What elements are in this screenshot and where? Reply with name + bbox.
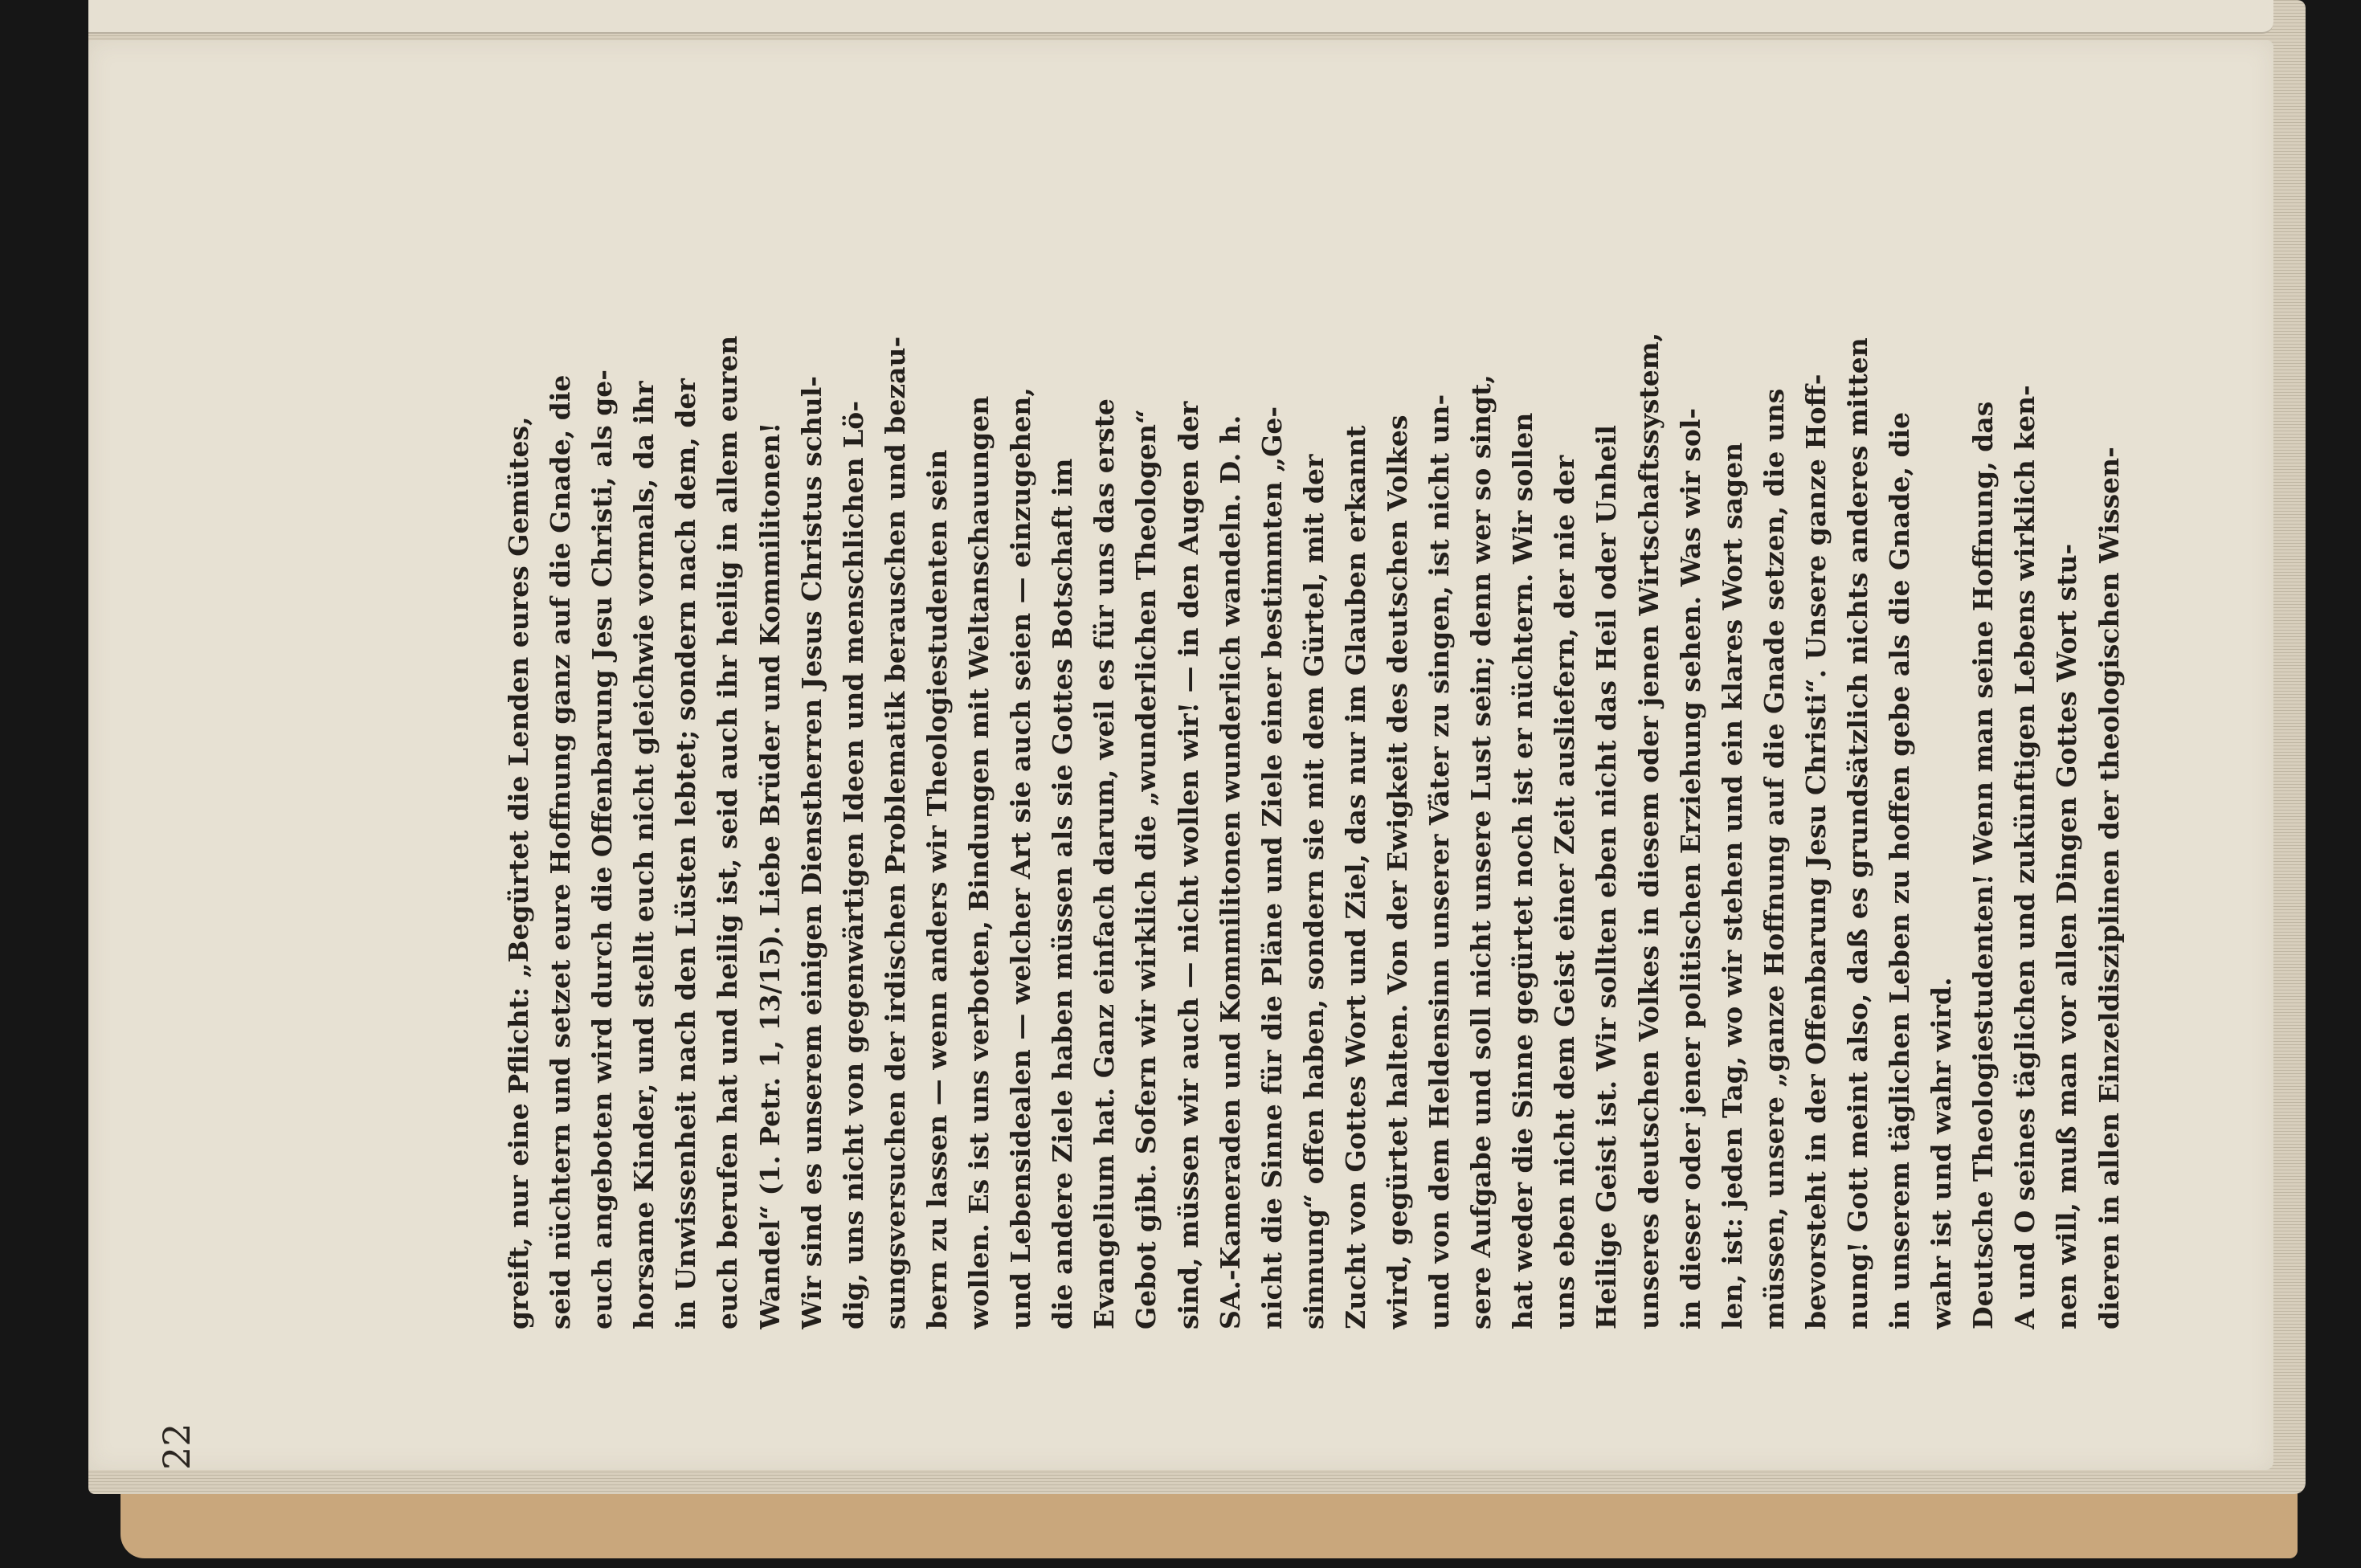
text-line: euch berufen hat und heilig ist, seid auch ihr heilig in allem euren (712, 335, 744, 1329)
text-line: die andere Ziele haben müssen als sie Gottes Botschaft im (1047, 458, 1079, 1329)
text-line: dig, uns nicht von gegenwärtigen Ideen und menschlichen Lö- (837, 400, 869, 1329)
text-line: in dieser oder jener politischen Erziehung sehen. Was wir sol- (1674, 407, 1706, 1329)
text-line: Evangelium hat. Ganz einfach darum, weil es für uns das erste (1089, 398, 1121, 1329)
text-line: len, ist: jeden Tag, wo wir stehen und ein klares Wort sagen (1716, 442, 1748, 1329)
text-line: nung! Gott meint also, daß es grundsätzlich nichts anderes mitten (1842, 337, 1873, 1329)
text-line: wahr ist und wahr wird. (1926, 977, 1958, 1329)
text-line: A und O seines täglichen und zukünftigen Lebens wirklich ken- (2009, 385, 2041, 1329)
text-line: Gebot gibt. Sofern wir wirklich die „wunderlichen Theologen“ (1130, 409, 1162, 1329)
text-line: sinnung“ offen haben, sondern sie mit dem Gürtel, mit der (1297, 454, 1330, 1329)
text-line: und von dem Heldensinn unserer Väter zu singen, ist nicht un- (1424, 394, 1456, 1329)
text-line: Zucht von Gottes Wort und Ziel, das nur im Glauben erkannt (1339, 425, 1371, 1329)
text-line: sungsversuchen der irdischen Problematik berauschen und bezau- (879, 336, 911, 1329)
text-line: wollen. Es ist uns verboten, Bindungen mit Weltanschauungen (963, 395, 995, 1329)
page-text-block (498, 209, 2125, 1329)
text-line: unseres deutschen Volkes in diesem oder jenen Wirtschaftssystem, (1632, 332, 1665, 1329)
text-line: Wandel“ (1. Petr. 1, 13/15). Liebe Brüder und Kommilitonen! (754, 422, 786, 1329)
text-line: hat weder die Sinne gegürtet noch ist er nüchtern. Wir sollen (1507, 412, 1539, 1329)
text-line: bern zu lassen — wenn anders wir Theologiestudenten sein (921, 449, 953, 1329)
text-line: sere Aufgabe und soll nicht unsere Lust sein; denn wer so singt, (1465, 374, 1497, 1329)
text-line: seid nüchtern und setzet eure Hoffnung ganz auf die Gnade, die (545, 374, 577, 1329)
text-line: und Lebensidealen — welcher Art sie auch seien — einzugehen, (1005, 387, 1037, 1329)
text-line: wird, gegürtet halten. Von der Ewigkeit des deutschen Volkes (1381, 414, 1413, 1329)
text-line: sind, müssen wir auch — nicht wollen wir! — in den Augen der (1172, 401, 1204, 1329)
text-line: Deutsche Theologiestudenten! Wenn man seine Hoffnung, das (1967, 401, 1999, 1329)
text-line: Heilige Geist ist. Wir sollten eben nicht das Heil oder Unheil (1591, 425, 1623, 1329)
text-line: nicht die Sinne für die Pläne und Ziele einer bestimmten „Ge- (1256, 406, 1288, 1329)
page-number: 22 (155, 1423, 198, 1470)
text-line: in unserem täglichen Leben zu hoffen gebe als die Gnade, die (1884, 411, 1916, 1329)
text-line: euch angeboten wird durch die Offenbarung Jesu Christi, als ge- (586, 370, 619, 1329)
text-line: müssen, unsere „ganze Hoffnung auf die Gnade setzen, die uns (1758, 388, 1790, 1329)
text-line: horsame Kinder, und stellt euch nicht gleichwie vormals, da ihr (628, 381, 660, 1329)
text-line: bevorsteht in der Offenbarung Jesu Christi“. Unsere ganze Hoff- (1799, 374, 1832, 1329)
text-line: dieren in allen Einzeldisziplinen der theologischen Wissen- (2093, 447, 2125, 1329)
text-line: greift, nur eine Pflicht: „Begürtet die Lenden eures Gemütes, (503, 416, 534, 1329)
text-line: SA.-Kameraden und Kommilitonen wunderlich wandeln. D. h. (1214, 414, 1246, 1329)
text-line: in Unwissenheit nach den Lüsten lebtet; sondern nach dem, der (670, 378, 702, 1329)
text-line: Wir sind es unserem einigen Dienstherren Jesus Christus schul- (795, 376, 827, 1329)
text-line: uns eben nicht dem Geist einer Zeit ausliefern, der nie der (1549, 455, 1581, 1329)
book-page (88, 40, 2273, 1470)
text-line: nen will, muß man vor allen Dingen Gottes Wort stu- (2051, 543, 2083, 1329)
previous-page-edge (88, 0, 2273, 34)
